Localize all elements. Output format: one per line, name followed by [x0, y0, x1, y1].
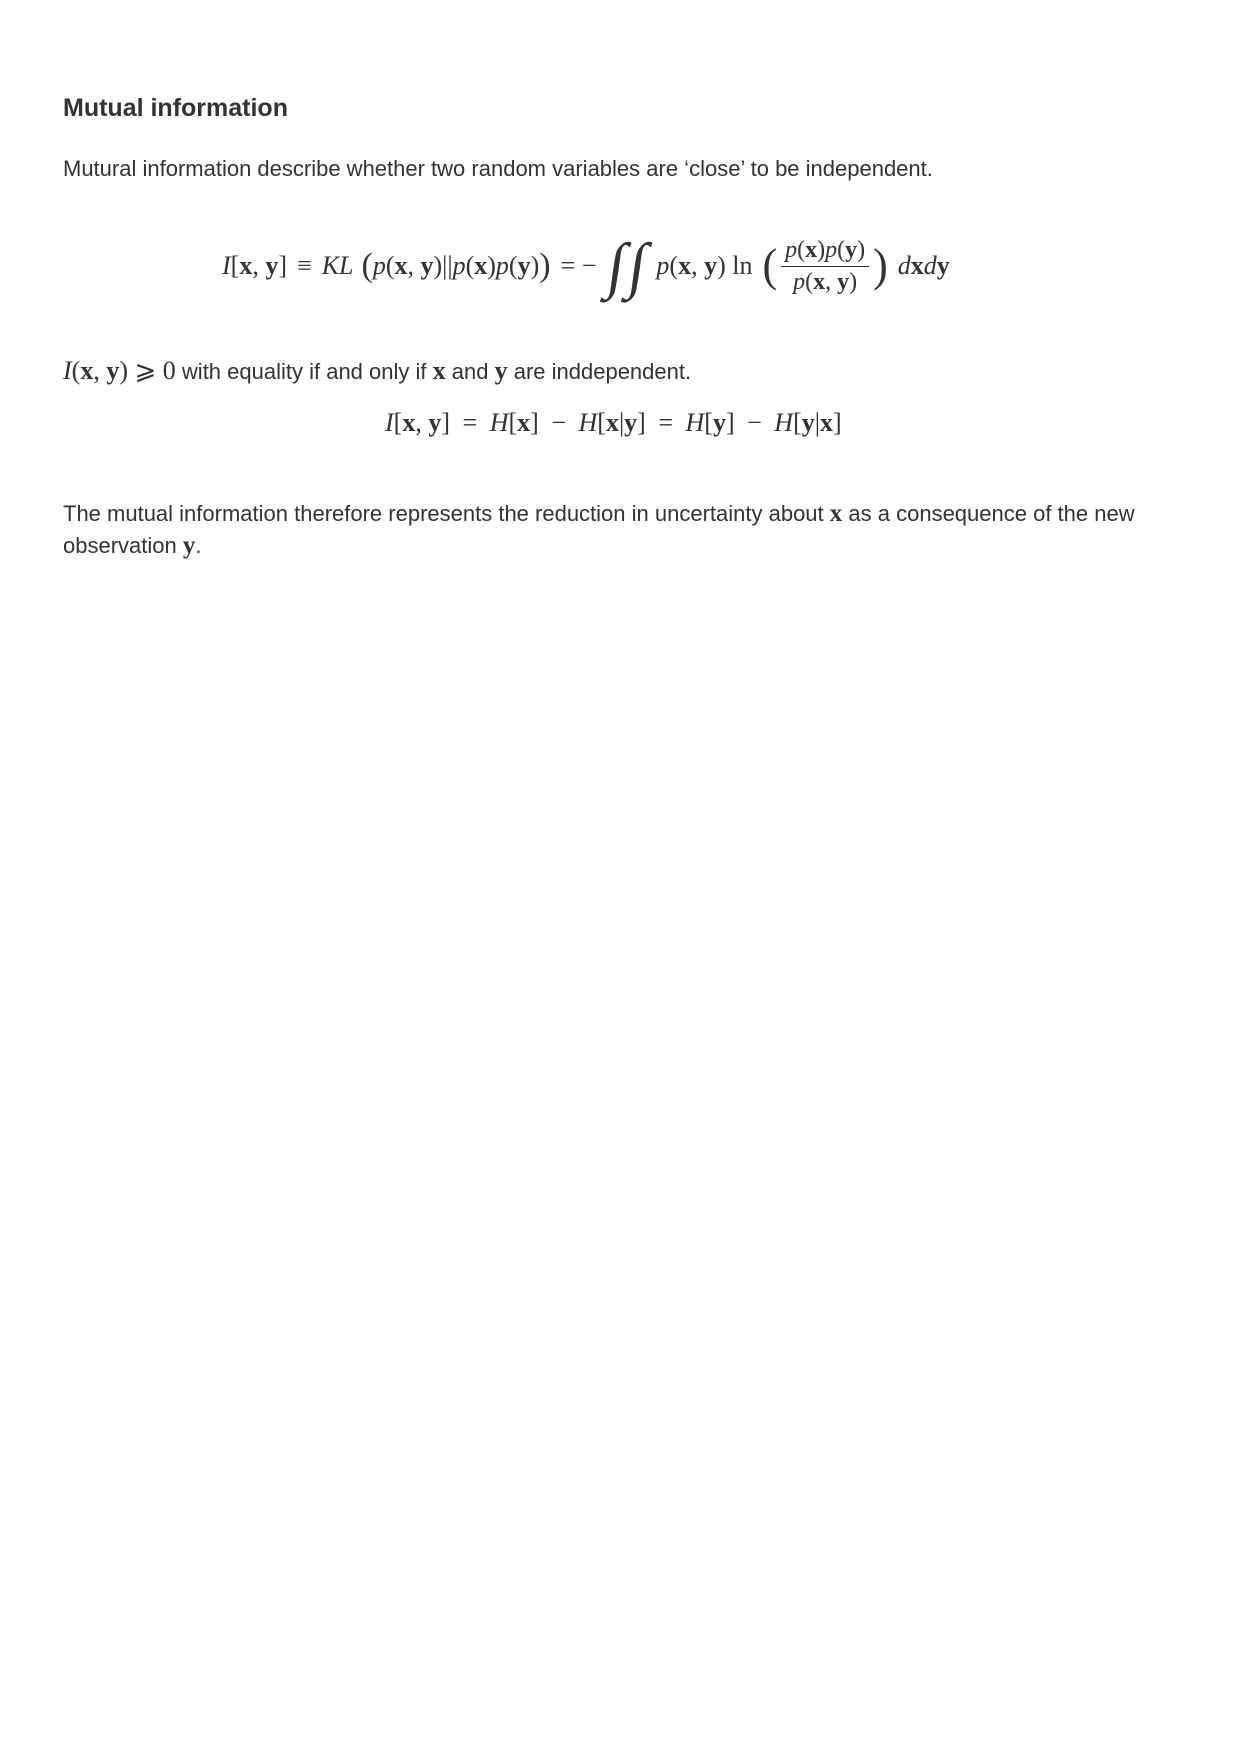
- kl-equation-differential: dxdy: [897, 251, 950, 280]
- nonnegativity-text-3: are inddependent.: [513, 359, 692, 384]
- section-heading: Mutual information: [63, 94, 288, 122]
- kl-equation: [222, 226, 950, 306]
- kl-equation-equiv: ≡: [297, 251, 312, 280]
- integral-sign: ∫: [603, 232, 631, 300]
- conclusion-text-2: as a consequence of the new observation: [63, 501, 1135, 558]
- frac-open-paren: (: [762, 239, 778, 292]
- kl-equation-kl-label: KL: [321, 251, 354, 280]
- fraction-numerator: p(x)p(y): [781, 237, 869, 267]
- kl-close-paren: ): [539, 247, 551, 284]
- kl-equation-equals: = −: [560, 251, 597, 280]
- intro-paragraph: Mutural information describe whether two random variables are ‘close’ to be independent.: [63, 156, 933, 181]
- kl-equation-integrand: p(x, y) ln: [656, 251, 753, 280]
- fraction-denominator: p(x, y): [793, 268, 858, 295]
- entropy-equation: I[x, y] = H[x] − H[x|y] = H[y] − H[y|x]: [385, 408, 842, 437]
- var-y: y: [182, 532, 196, 559]
- nonnegativity-statement: [63, 356, 691, 386]
- kl-fraction: [781, 237, 869, 296]
- integral-sign: ∫: [624, 232, 652, 300]
- conclusion-text-1: The mutual information therefore represents the reduction in uncertainty about: [63, 501, 824, 526]
- conclusion-text-3: .: [195, 533, 202, 558]
- conclusion-paragraph: [63, 498, 1183, 562]
- frac-close-paren: ): [873, 239, 888, 292]
- var-x: x: [432, 356, 446, 385]
- var-x: x: [829, 500, 843, 527]
- kl-equation-lhs: I[x, y]: [222, 251, 288, 280]
- nonnegativity-text-2: and: [451, 359, 489, 384]
- var-y: y: [494, 356, 508, 385]
- kl-open-paren: (: [361, 247, 373, 284]
- kl-equation-argument: p(x, y)||p(x)p(y): [372, 251, 540, 280]
- nonnegativity-math: I(x, y) ⩾ 0: [63, 356, 176, 385]
- nonnegativity-text-1: with equality if and only if: [181, 359, 427, 384]
